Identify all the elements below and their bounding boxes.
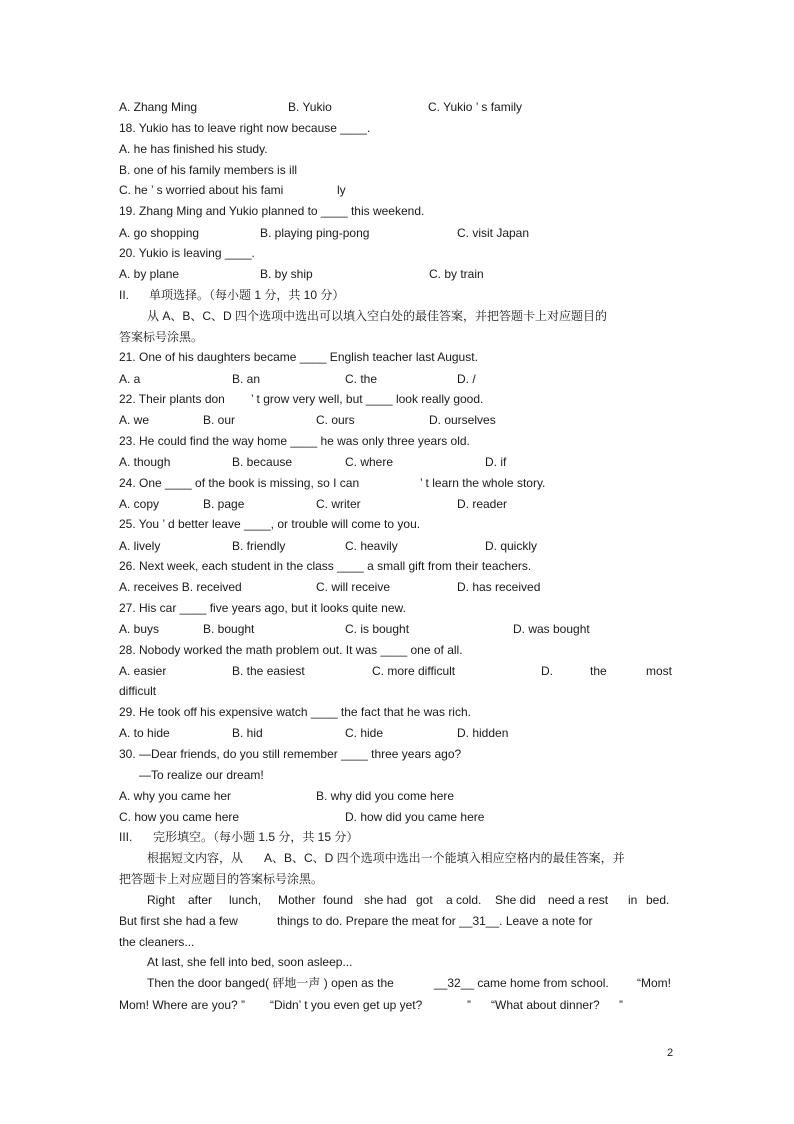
passage-word: Mother bbox=[278, 893, 316, 907]
option-c: C. where bbox=[345, 455, 394, 469]
question-text-cont: ’ t learn the whole story. bbox=[420, 476, 546, 490]
question-text: 22. Their plants don bbox=[119, 392, 225, 406]
option-a: A. buys bbox=[119, 622, 160, 636]
option-a: A. a bbox=[119, 372, 141, 386]
section-title: 单项选择。（每小题 1 分，共 10 分） bbox=[149, 288, 345, 302]
option-d: D. ourselves bbox=[429, 413, 496, 427]
passage-word: lunch, bbox=[229, 893, 262, 907]
option-a: A. we bbox=[119, 413, 150, 427]
option-c: C. writer bbox=[316, 497, 361, 511]
question-text: 26. Next week, each student in the class ____ a small gift from their teachers. bbox=[119, 559, 532, 573]
question-text: 29. He took off his expensive watch ____ the fact that he was rich. bbox=[119, 705, 471, 719]
question-text: 24. One ____ of the book is missing, so I can bbox=[119, 476, 360, 490]
option-d: D. hidden bbox=[457, 726, 509, 740]
option-c: C. Yukio ’ s family bbox=[428, 100, 523, 114]
question-text: 28. Nobody worked the math problem out. It was ____ one of all. bbox=[119, 643, 463, 657]
option-b: B. the easiest bbox=[232, 664, 305, 678]
option-b: B. bought bbox=[203, 622, 255, 636]
passage-text-cont: things to do. Prepare the meat for __31__. Leave a note for bbox=[277, 914, 593, 928]
question-text: 18. Yukio has to leave right now because ____. bbox=[119, 121, 371, 135]
option-b: B. friendly bbox=[232, 539, 286, 553]
instruction-text: 从 A、B、C、D 四个选项中选出可以填入空白处的最佳答案，并把答题卡上对应题目的 bbox=[147, 309, 608, 323]
option-d: D. / bbox=[457, 372, 476, 386]
option-b: B. one of his family members is ill bbox=[119, 163, 298, 177]
passage-word: she had bbox=[364, 893, 407, 907]
page-number: 2 bbox=[667, 1047, 674, 1059]
passage-word: found bbox=[323, 893, 354, 907]
option-d: D. has received bbox=[457, 580, 541, 594]
passage-text: At last, she fell into bed, soon asleep... bbox=[147, 955, 353, 969]
passage-word: got bbox=[416, 893, 433, 907]
option-a: A. though bbox=[119, 455, 171, 469]
option-a: A. he has finished his study. bbox=[119, 142, 268, 156]
option-a: A. Zhang Ming bbox=[119, 100, 198, 114]
instruction-text: 把答题卡上对应题目的答案标号涂黑。 bbox=[119, 872, 324, 886]
section-number: III. bbox=[119, 830, 133, 844]
passage-word: after bbox=[188, 893, 213, 907]
option-c: C. visit Japan bbox=[457, 226, 530, 240]
reply-text: —To realize our dream! bbox=[139, 768, 264, 782]
question-text: 19. Zhang Ming and Yukio planned to ____ this weekend. bbox=[119, 204, 425, 218]
passage-word: need a rest bbox=[548, 893, 609, 907]
passage-text: Mom! Where are you? ” bbox=[119, 998, 246, 1012]
passage-word: a cold. bbox=[446, 893, 482, 907]
question-text: 21. One of his daughters became ____ English teacher last August. bbox=[119, 350, 478, 364]
passage-text: ” bbox=[619, 998, 623, 1012]
instruction-text: 根据短文内容，从 bbox=[147, 851, 244, 865]
option-c: C. will receive bbox=[316, 580, 391, 594]
option-d-letter: D. bbox=[541, 664, 553, 678]
section-number: II. bbox=[119, 288, 130, 302]
passage-text: “What about dinner? bbox=[491, 998, 600, 1012]
option-d: D. reader bbox=[457, 497, 508, 511]
passage-word: bed. bbox=[646, 893, 670, 907]
question-text: 27. His car ____ five years ago, but it looks quite new. bbox=[119, 601, 406, 615]
option-c-cont: ly bbox=[337, 183, 346, 197]
option-c: C. hide bbox=[345, 726, 384, 740]
option-d: D. how did you came here bbox=[345, 810, 485, 824]
option-b: B. why did you come here bbox=[316, 789, 455, 803]
option-a: A. why you came her bbox=[119, 789, 232, 803]
option-d-word: most bbox=[646, 664, 673, 678]
passage-text: ” bbox=[467, 998, 471, 1012]
option-d: D. if bbox=[485, 455, 507, 469]
option-b: B. hid bbox=[232, 726, 263, 740]
option-c: C. he ’ s worried about his fami bbox=[119, 183, 284, 197]
option-a-b: A. receives B. received bbox=[119, 580, 242, 594]
option-b: B. page bbox=[203, 497, 245, 511]
option-b: B. our bbox=[203, 413, 236, 427]
question-text: 30. —Dear friends, do you still remember ____ three years ago? bbox=[119, 747, 462, 761]
option-d: D. was bought bbox=[513, 622, 590, 636]
passage-text: But first she had a few bbox=[119, 914, 238, 928]
question-text: 25. You ’ d better leave ____, or trouble will come to you. bbox=[119, 517, 421, 531]
option-a: A. lively bbox=[119, 539, 161, 553]
section-title: 完形填空。（每小题 1.5 分，共 15 分） bbox=[153, 830, 359, 844]
option-d-word: the bbox=[590, 664, 607, 678]
option-a: A. easier bbox=[119, 664, 167, 678]
option-b: B. because bbox=[232, 455, 293, 469]
instruction-text-cont: A、B、C、D 四个选项中选出一个能填入相应空格内的最佳答案，并 bbox=[264, 851, 625, 865]
option-b: B. an bbox=[232, 372, 261, 386]
option-b: B. by ship bbox=[260, 267, 313, 281]
option-b: B. playing ping-pong bbox=[260, 226, 370, 240]
option-c: C. heavily bbox=[345, 539, 398, 553]
passage-text: “Didn’ t you even get up yet? bbox=[270, 998, 423, 1012]
option-a: A. by plane bbox=[119, 267, 180, 281]
option-c: C. by train bbox=[429, 267, 484, 281]
option-a: A. copy bbox=[119, 497, 160, 511]
passage-text-end: “Mom! bbox=[637, 976, 671, 990]
option-a: A. go shopping bbox=[119, 226, 200, 240]
option-d: D. quickly bbox=[485, 539, 538, 553]
passage-word: Right bbox=[147, 893, 176, 907]
option-c: C. ours bbox=[316, 413, 355, 427]
passage-text: the cleaners... bbox=[119, 935, 195, 949]
passage-text-cont: __32__ came home from school. bbox=[434, 976, 609, 990]
passage-word: in bbox=[628, 893, 638, 907]
option-b: B. Yukio bbox=[288, 100, 332, 114]
question-text-cont: ’ t grow very well, but ____ look really good. bbox=[251, 392, 484, 406]
passage-word: She did bbox=[495, 893, 536, 907]
option-d-word: difficult bbox=[119, 684, 157, 698]
option-c: C. how you came here bbox=[119, 810, 240, 824]
question-text: 23. He could find the way home ____ he was only three years old. bbox=[119, 434, 470, 448]
option-c: C. more difficult bbox=[372, 664, 456, 678]
question-text: 20. Yukio is leaving ____. bbox=[119, 246, 255, 260]
option-c: C. the bbox=[345, 372, 378, 386]
instruction-text: 答案标号涂黑。 bbox=[119, 330, 204, 344]
option-a: A. to hide bbox=[119, 726, 170, 740]
passage-text: Then the door banged( 砰地一声 ) open as the bbox=[147, 976, 394, 990]
option-c: C. is bought bbox=[345, 622, 410, 636]
